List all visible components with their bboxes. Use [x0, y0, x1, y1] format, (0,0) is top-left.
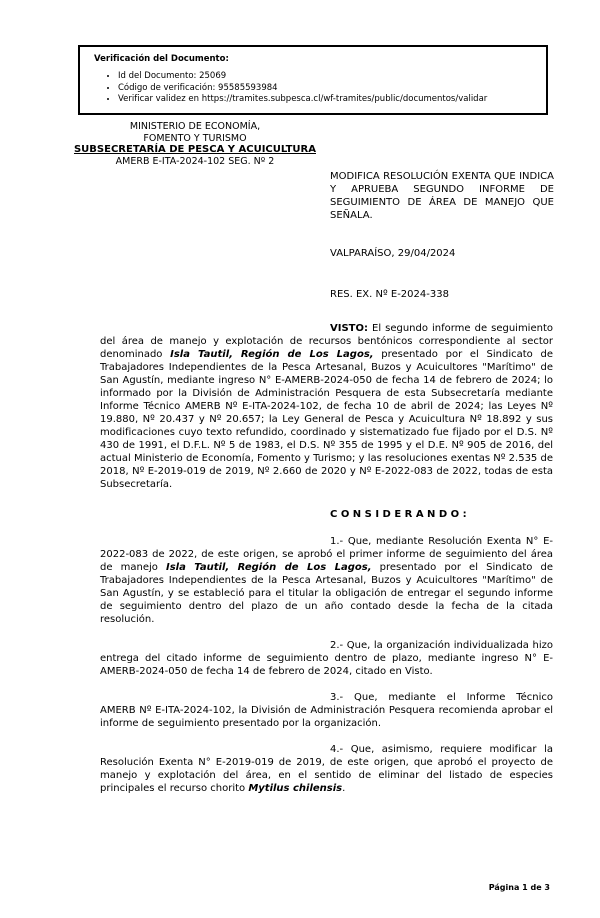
verification-title: Verificación del Documento:	[94, 54, 229, 64]
place-and-date: VALPARAÍSO, 29/04/2024	[330, 248, 456, 259]
page-indicator: Página 1 de 3	[488, 883, 550, 892]
text-segment: 3.- Que, mediante el Informe Técnico AMERB Nº E-ITA-2024-102, la División de Administración Pesquera recomienda aprobar el informe de seguimiento presentado por la organización.	[100, 692, 553, 729]
text-segment: presentado por el Sindicato de Trabajadores Independientes de la Pesca Artesanal, Buzos y Acuicultores "Marítimo" de San Agustín, y se estableció para el titular la obligación de entregar el segundo informe de seguimiento dentro del plazo de un año contado desde la fecha de la citada resolución.	[100, 562, 553, 625]
verification-list	[118, 71, 536, 104]
considerando-clause-4	[100, 743, 553, 795]
considerando-clause-1	[100, 535, 553, 626]
text-segment: Isla Tautil, Región de Los Lagos,	[170, 349, 374, 360]
text-segment: .	[342, 783, 346, 794]
resolution-body	[100, 322, 553, 808]
verification-box	[78, 45, 548, 115]
ministry-line-2: FOMENTO Y TURISMO	[143, 132, 247, 144]
verification-item-code: • Código de verificación: 95585593984	[118, 83, 536, 93]
text-segment: presentado por el Sindicato de Trabajadores Independientes de la Pesca Artesanal, Buzos y Acuicultores "Marítimo" de San Agustín, mediante ingreso N° E-AMERB-2024-050 de fecha 14 de febrero de 2024; lo informado por la División de Administración Pesquera de esta Subsecretaría mediante Informe Técnico AMERB Nº E-ITA-2024-102, de fecha 10 de abril de 2024; las Leyes Nº 19.880, Nº 20.437 y Nº 20.657; la Ley General de Pesca y Acuicultura Nº 18.892 y sus modificaciones cuyo texto refundido, coordinado y sistematizado fue fijado por el D.S. Nº 430 de 1991, el D.F.L. Nº 5 de 1983, el D.S. Nº 355 de 1995 y el D.E. Nº 905 de 2016, del actual Ministerio de Economía, Fomento y Turismo; y las resoluciones exentas Nº 2.535 de 2018, Nº E-2019-019 de 2019, Nº 2.660 de 2020 y Nº E-2022-083 de 2022, todas de esta Subsecretaría.	[100, 349, 553, 490]
text-segment: Isla Tautil, Región de Los Lagos,	[166, 562, 372, 573]
resolution-number: RES. EX. Nº E-2024-338	[330, 289, 449, 300]
resolution-subject: MODIFICA RESOLUCIÓN EXENTA QUE INDICA Y APRUEBA SEGUNDO INFORME DE SEGUIMIENTO DE ÁREA DE MANEJO QUE SEÑALA.	[330, 171, 554, 221]
text-segment: El segundo informe de seguimiento del área de manejo y explotación de recursos bentónicos correspondiente al sector denominado	[100, 323, 553, 360]
text-segment: 4.- Que, asimismo, requiere modificar la Resolución Exenta N° E-2019-019 de 2019, de este origen, que aprobó el proyecto de manejo y explotación del área, en el sentido de eliminar del listado de especies principales el recurso chorito	[100, 744, 553, 794]
agency-header	[36, 121, 354, 167]
subsecretaria-title: SUBSECRETARÍA DE PESCA Y ACUICULTURA	[73, 144, 316, 155]
text-segment: VISTO:	[330, 323, 368, 334]
text-segment: 2.- Que, la organización individualizada hizo entrega del citado informe de seguimiento dentro de plazo, mediante ingreso N° E-AMERB-2024-050 de fecha 14 de febrero de 2024, citado en Visto.	[100, 640, 553, 677]
considerando-heading: C O N S I D E R A N D O :	[330, 509, 467, 520]
text-segment: Mytilus chilensis	[248, 783, 343, 794]
considerando-clause-3	[100, 691, 553, 730]
considerando-clause-2	[100, 639, 553, 678]
visto-paragraph	[100, 322, 553, 491]
verification-item-url: • Verificar validez en https://tramites.subpesca.cl/wf-tramites/public/documentos/validar	[118, 94, 536, 104]
verification-item-document-id: • Id del Documento: 25069	[118, 71, 536, 81]
amerb-reference: AMERB E-ITA-2024-102 SEG. Nº 2	[115, 155, 275, 167]
text-segment: 1.- Que, mediante Resolución Exenta N° E-2022-083 de 2022, de este origen, se aprobó el primer informe de seguimiento del área de manejo	[100, 536, 553, 573]
ministry-line-1: MINISTERIO DE ECONOMÍA,	[129, 121, 261, 132]
